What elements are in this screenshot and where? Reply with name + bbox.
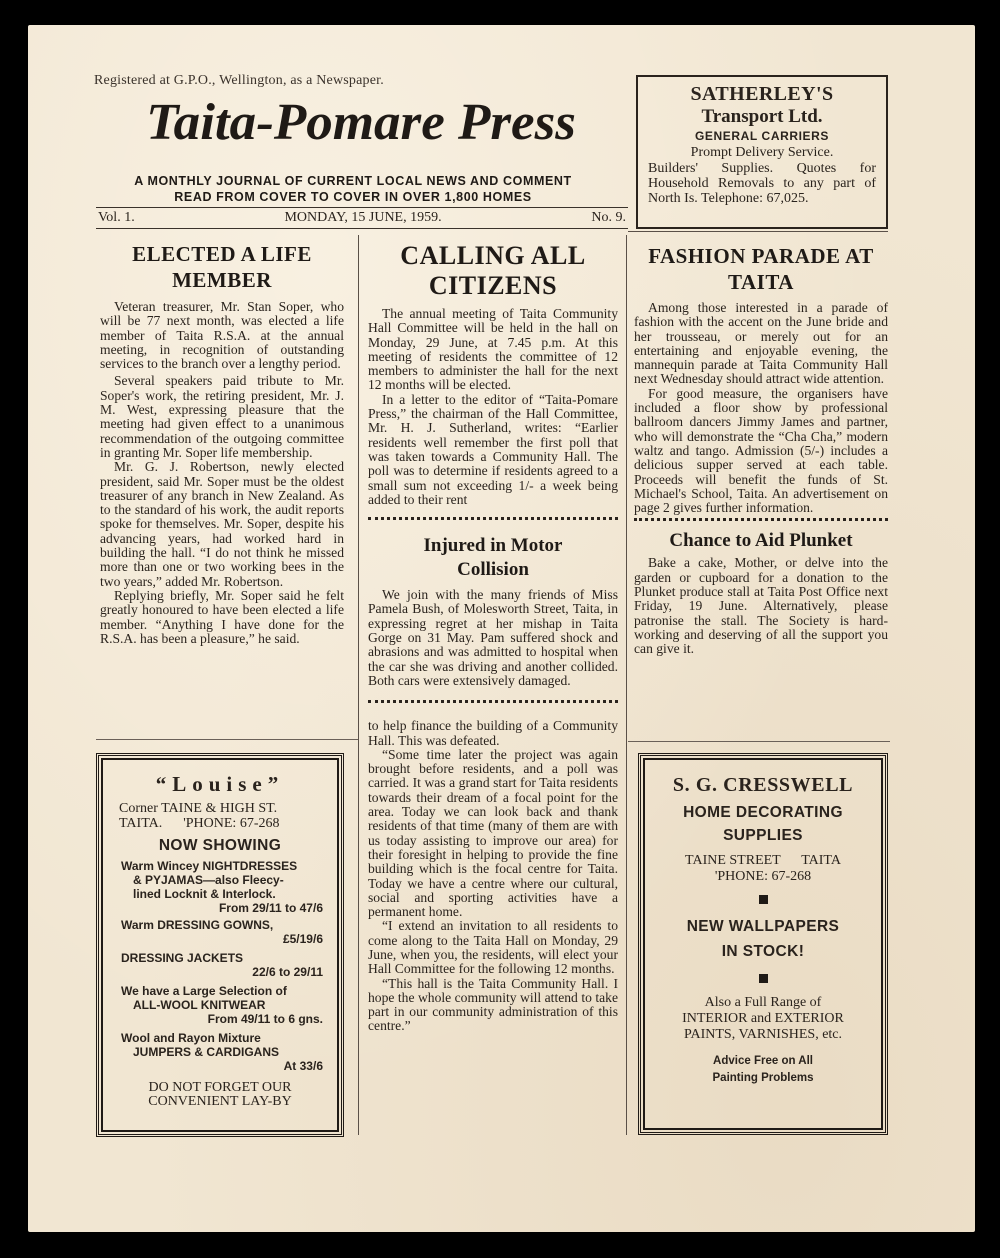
dotted-divider: [368, 700, 618, 707]
ad-cresswell-address-2: 'PHONE: 67-268: [714, 869, 812, 884]
item-line: DRESSING JACKETS: [121, 951, 244, 965]
ad-cresswell-line-1: HOME DECORATING: [683, 804, 843, 821]
ad-cresswell-line-2: SUPPLIES: [723, 827, 803, 844]
item-price: From 49/11 to 6 gns.: [207, 1012, 323, 1026]
item-line: We have a Large Selection of: [121, 984, 287, 998]
headline: Injured in Motor Collision: [423, 535, 563, 581]
paragraph: to help finance the building of a Community Hall. This was defeated.: [368, 718, 618, 748]
ad-satherley-name: SATHERLEY'S: [690, 83, 834, 105]
paragraph: Mr. G. J. Robertson, newly elected president, said Mr. Soper must be the oldest treasurer of any branch in New Zealand. As to the standard of his work, the audit reports spoke for themselves. Mr. Soper, despite his advancing years, had worked hard in building the hall. “I do not think he missed more than one or two working bees in the two years,” added Mr. Robertson.: [100, 459, 344, 589]
item-price: At 33/6: [283, 1059, 323, 1073]
ad-satherley-tagline: Prompt Delivery Service.: [690, 145, 834, 160]
item-line: lined Locknit & Interlock.: [133, 887, 276, 901]
ad-louise-item: [99, 1031, 341, 1073]
item-price: From 29/11 to 47/6: [218, 901, 323, 915]
item-line: JUMPERS & CARDIGANS: [133, 1045, 280, 1059]
paragraph: The annual meeting of Taita Community Hall Committee will be held in the hall on Monday, 29 June, at 7.45 p.m. At this meeting of residents the committee of 12 members to administer the hall for the next 12 months will be elected.: [368, 306, 618, 393]
item-line: & PYJAMAS—also Fleecy-: [133, 873, 284, 887]
ad-satherley-company: Transport Ltd.: [701, 106, 823, 127]
column-rule-right: [626, 235, 627, 1135]
ad-cresswell-also-3: PAINTS, VARNISHES, etc.: [683, 1027, 843, 1042]
ad-louise-item: [99, 918, 341, 946]
issue-number: No. 9.: [591, 210, 626, 225]
paragraph: “I extend an invitation to all residents to come along to the Taita Hall on Monday, 29 June, when you, the residents, will elect your Hall Committee for the following 12 months.: [368, 918, 618, 977]
item-line: ALL-WOOL KNITWEAR: [133, 998, 266, 1012]
ad-cresswell-name: S. G. CRESSWELL: [672, 774, 854, 796]
rule: [96, 739, 358, 740]
ad-louise-heading: NOW SHOWING: [158, 837, 282, 854]
paragraph: Replying briefly, Mr. Soper said he felt greatly honoured to have been elected a life member. “Anything I have done for the R.S.A. has been a pleasure,” he said.: [100, 587, 344, 646]
ad-cresswell-promo-2: IN STOCK!: [721, 943, 805, 960]
ad-cresswell-also-2: INTERIOR and EXTERIOR: [682, 1011, 844, 1026]
ad-cresswell: [638, 753, 888, 1135]
item-price: £5/19/6: [282, 932, 323, 946]
tagline: [78, 173, 628, 205]
article-fashion-parade: [634, 243, 888, 657]
ad-cresswell-address-1: TAINE STREET TAITA: [685, 853, 841, 868]
article-calling-citizens: [368, 241, 618, 1034]
paragraph: Bake a cake, Mother, or delve into the garden or cupboard for a donation to the Plunket produce stall at Taita Post Office next Friday, 19 June. Alternatively, please patronise the stall. The Society is hard-working and deserving of all the support you can give it.: [634, 555, 888, 657]
tagline-line-1: A MONTHLY JOURNAL OF CURRENT LOCAL NEWS AND COMMENT: [134, 174, 572, 188]
ad-satherley-body: Builders' Supplies. Quotes for Household Removals to any part of North Is. Telephone: 67,025.: [648, 161, 876, 206]
dateline: [96, 207, 628, 229]
paragraph: Among those interested in a parade of fashion with the accent on the June bride and her trousseau, or merely out for an entertaining and enjoyable evening, the mannequin parade at Taita Community Hall next Wednesday should attract wide attention.: [634, 300, 888, 387]
paragraph: For good measure, the organisers have included a floor show by professional ballroom dancers Jimmy James and partner, who will demonstrate the “Cha Cha,” modern waltz and tango. Admission (5/-) includes a delicious supper served at each table. Proceeds will benefit the funds of St. Michael's School, Taita. An advertisement on page 2 gives further information.: [634, 385, 888, 516]
headline: ELECTED A LIFE MEMBER: [132, 242, 312, 292]
item-line: Wool and Rayon Mixture: [121, 1031, 261, 1045]
article-life-member: [100, 241, 344, 646]
ad-louise-name: “Louise”: [155, 772, 285, 796]
masthead: [91, 93, 632, 152]
ad-cresswell-advice-2: Painting Problems: [712, 1072, 814, 1084]
square-bullet-icon: [759, 974, 768, 983]
paragraph: We join with the many friends of Miss Pamela Bush, of Molesworth Street, Taita, in expressing regret at her mishap in Taita Gorge on 31 May. Pam suffered shock and abrasions and was admitted to hospital when the car she was driving and another collided. Both cars were extensively damaged.: [368, 587, 618, 688]
headline: FASHION PARADE AT TAITA: [648, 244, 874, 294]
paragraph: Several speakers paid tribute to Mr. Soper's work, the retiring president, Mr. J. M. West, expressing pleasure that the meeting had given effect to a unanimous recommendation of the outgoing committee in granting Mr. Soper life membership.: [100, 373, 344, 460]
paragraph: Veteran treasurer, Mr. Stan Soper, who will be 77 next month, was elected a life member of Taita R.S.A. at the annual meeting, in recognition of outstanding services to the branch over a lengthy period.: [100, 299, 344, 372]
ad-louise-address-2: TAITA. 'PHONE: 67-268: [119, 816, 280, 831]
ad-louise-item: [99, 951, 341, 979]
ad-satherley: [636, 75, 888, 229]
registration-notice: Registered at G.P.O., Wellington, as a Newspaper.: [94, 73, 384, 88]
ad-satherley-service: GENERAL CARRIERS: [694, 129, 830, 143]
dotted-divider: [368, 517, 618, 524]
item-line: Warm DRESSING GOWNS,: [121, 918, 274, 932]
ad-cresswell-promo-1: NEW WALLPAPERS: [686, 918, 840, 935]
newspaper-page: [28, 25, 975, 1232]
ad-cresswell-also-1: Also a Full Range of: [704, 995, 822, 1010]
ad-louise-address-1: Corner TAINE & HIGH ST.: [119, 801, 278, 816]
ad-louise-footer-2: CONVENIENT LAY-BY: [148, 1094, 292, 1109]
paragraph: In a letter to the editor of “Taita-Pomare Press,” the chairman of the Hall Committee, Mr. H. J. Sutherland, writes: “Earlier residents well remember the first poll that was taken towards a Community Hall. The poll was to determine if residents agreed to a small sum not exceeding 1/- a week being added to their rent: [368, 391, 618, 507]
headline: CALLING ALL CITIZENS: [400, 241, 586, 300]
ad-louise-item: [99, 859, 341, 915]
item-price: 22/6 to 29/11: [252, 965, 323, 979]
column-rule-left: [358, 235, 359, 1135]
rule: [628, 741, 890, 742]
headline: Chance to Aid Plunket: [669, 530, 853, 552]
paragraph: “Some time later the project was again brought before residents, and a poll was carried. It was a grand start for Taita residents towards their dream of a focal point for the area. Today we can look back and thank residents of that time (many of them are with us today assisting to improve our area) for their foresight in helping to provide the fine building which is the focal centre for Taita. Today we have a centre where our cultural, social and sporting activities have a permanent home.: [368, 746, 618, 920]
ad-louise-item: [99, 984, 341, 1026]
item-line: Warm Wincey NIGHTDRESSES: [121, 859, 298, 873]
header-rule: [628, 231, 888, 232]
ad-louise: [96, 753, 344, 1137]
tagline-line-2: READ FROM COVER TO COVER IN OVER 1,800 HOMES: [174, 190, 532, 204]
ad-louise-footer-1: DO NOT FORGET OUR: [148, 1080, 292, 1095]
dotted-divider: [634, 518, 888, 525]
square-bullet-icon: [759, 895, 768, 904]
ad-cresswell-advice-1: Advice Free on All: [713, 1055, 813, 1067]
issue-date: MONDAY, 15 JUNE, 1959.: [284, 210, 442, 225]
masthead-title: Taita-Pomare Press: [146, 94, 576, 151]
paragraph: “This hall is the Taita Community Hall. I hope the whole community will attend to take part in our community administration of this centre.”: [368, 975, 618, 1034]
volume: Vol. 1.: [98, 210, 135, 225]
